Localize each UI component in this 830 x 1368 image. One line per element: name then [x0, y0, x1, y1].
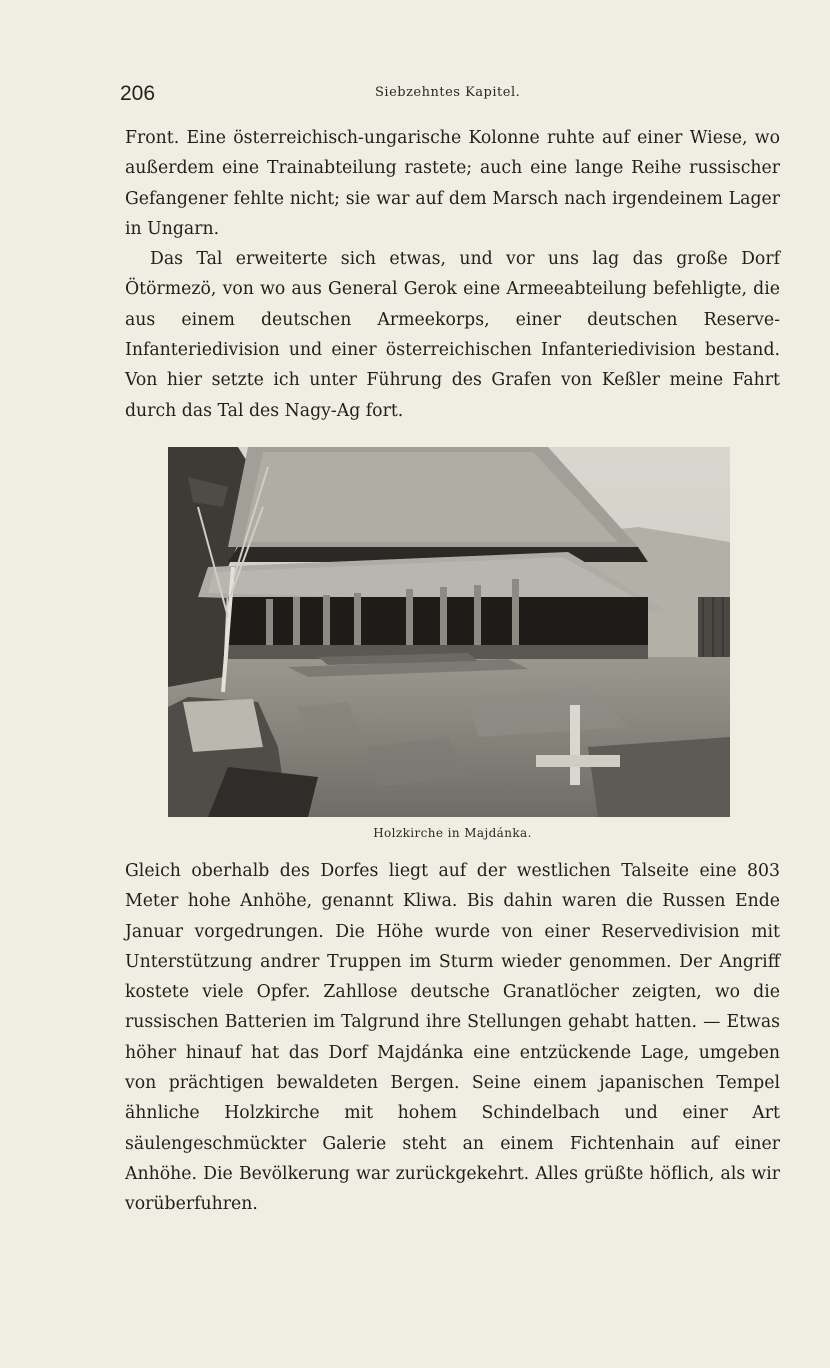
page-header	[120, 82, 780, 108]
paragraph-village-oetoermezoe: Das Tal erweiterte sich etwas, und vor uns lag das große Dorf Ötörmezö, von wo aus General Gerok eine Armeeabteilung befehligte, die aus einem deutschen Armeekorps, einer deutschen Reserve-Infanteriedivision und einer österreichischen Infanteriedivision bestand. Von hier setzte ich unter Führung des Grafen von Keßler meine Fahrt durch das Tal des Nagy-Ag fort.	[125, 249, 780, 421]
paragraph-continuation: Front. Eine österreichisch-ungarische Kolonne ruhte auf einer Wiese, wo außerdem eine Trainabteilung rastete; auch eine lange Reihe russischer Gefangener fehlte nicht; sie war auf dem Marsch nach irgendeinem Lager in Ungarn.	[125, 128, 780, 239]
church-photograph	[168, 447, 730, 817]
page-number: 206	[120, 82, 156, 105]
paragraph-kliwa-majdanka: Gleich oberhalb des Dorfes liegt auf der westlichen Talseite eine 803 Meter hohe Anhöhe, genannt Kliwa. Bis dahin waren die Russen Ende Januar vorgedrungen. Die Höhe wurde von einer Reservedivision mit Unterstützung andrer Truppen im Sturm wieder genommen. Der Angriff kostete viele Opfer. Zahllose deutsche Granatlöcher zeigten, wo die russischen Batterien im Talgrund ihre Stellungen gehabt hatten. — Etwas höher hinauf hat das Dorf Majdánka eine entzückende Lage, umgeben von prächtigen bewaldeten Bergen. Seine einem japanischen Tempel ähnliche Holzkirche mit hohem Schindelbach und einer Art säulengeschmückter Galerie steht an einem Fichtenhain auf einer Anhöhe. Die Bevölkerung war zurückgekehrt. Alles grüßte höflich, als wir vorüberfuhren.	[125, 861, 780, 1215]
photo-wooden-church-image	[168, 447, 730, 817]
text-block-bottom	[125, 856, 780, 1220]
running-head: Siebzehntes Kapitel.	[375, 85, 521, 100]
figure-caption: Holzkirche in Majdánka.	[373, 826, 532, 840]
text-block-top	[125, 123, 780, 426]
